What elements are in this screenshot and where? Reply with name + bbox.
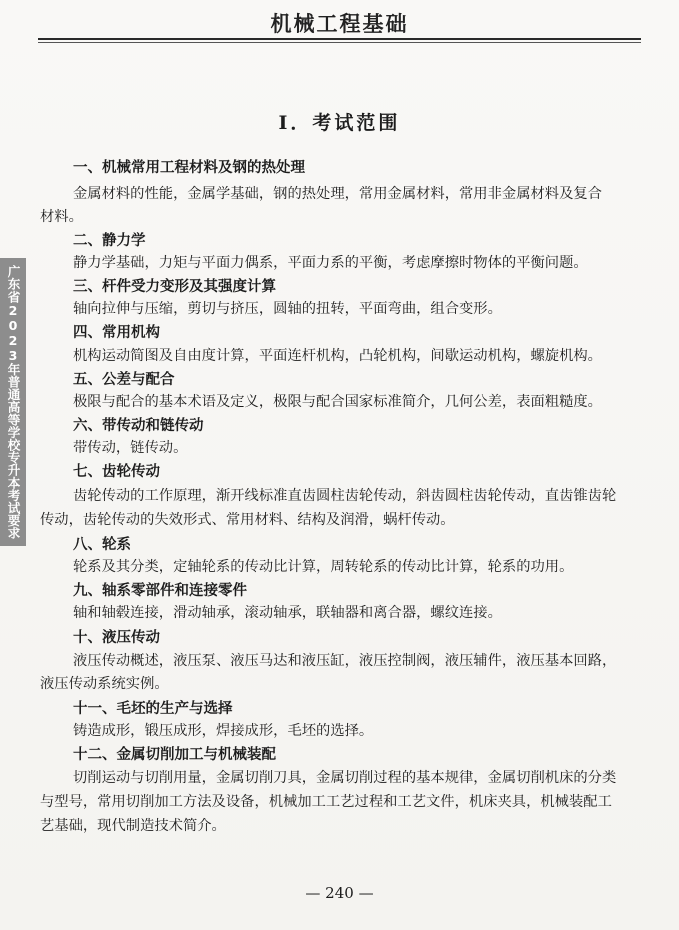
section-text-line: 液压传动概述，液压泵、液压马达和液压缸，液压控制阀，液压辅件，液压基本回路， [73,653,617,669]
section-heading: 一、机械常用工程材料及钢的热处理 [73,160,305,176]
side-tab: 广东省2023年普通高等学校专升本考试要求 [0,258,26,546]
section-heading: 七、齿轮传动 [73,464,160,480]
section-heading: 十二、金属切削加工与机械装配 [73,747,276,763]
section-heading: 十一、毛坯的生产与选择 [73,701,233,717]
section-text-line: 静力学基础，力矩与平面力偶系，平面力系的平衡，考虑摩擦时物体的平衡问题。 [73,255,588,271]
section-heading: 四、常用机构 [73,325,160,341]
section-text-line: 切削运动与切削用量，金属切削刀具，金属切削过程的基本规律，金属切削机床的分类 [73,770,617,786]
section-text-line: 轴向拉伸与压缩，剪切与挤压，圆轴的扭转，平面弯曲，组合变形。 [73,301,502,317]
section-text-line: 与型号，常用切削加工方法及设备，机械加工工艺过程和工艺文件，机床夹具，机械装配工 [40,794,612,810]
section-text-line: 轴和轴毂连接，滑动轴承，滚动轴承，联轴器和离合器，螺纹连接。 [73,605,502,621]
section-heading: 二、静力学 [73,233,146,249]
header-rule-thin [38,42,641,43]
section-heading: 三、杆件受力变形及其强度计算 [73,279,276,295]
section-text-line: 金属材料的性能，金属学基础，钢的热处理，常用金属材料，常用非金属材料及复合 [73,186,602,202]
section-title: I．考试范围 [278,112,401,134]
section-text-line: 铸造成形，锻压成形，焊接成形，毛坯的选择。 [73,723,374,739]
section-text-line: 极限与配合的基本术语及定义，极限与配合国家标准简介，几何公差，表面粗糙度。 [73,394,602,410]
section-text-line: 液压传动系统实例。 [40,676,169,692]
section-text-line: 艺基础，现代制造技术简介。 [40,818,226,834]
section-text-line: 带传动，链传动。 [73,440,188,456]
section-text-line: 材料。 [40,209,83,225]
section-heading: 六、带传动和链传动 [73,418,204,434]
section-heading: 九、轴系零部件和连接零件 [73,583,247,599]
section-text-line: 传动，齿轮传动的失效形式、常用材料、结构及润滑，蜗杆传动。 [40,512,455,528]
section-text-line: 机构运动简图及自由度计算，平面连杆机构，凸轮机构，间歇运动机构，螺旋机构。 [73,348,602,364]
section-text-line: 轮系及其分类，定轴轮系的传动比计算，周转轮系的传动比计算，轮系的功用。 [73,559,574,575]
section-heading: 十、液压传动 [73,630,160,646]
section-heading: 八、轮系 [73,537,131,553]
section-heading: 五、公差与配合 [73,372,175,388]
section-text-line: 齿轮传动的工作原理，渐开线标准直齿圆柱齿轮传动，斜齿圆柱齿轮传动，直齿锥齿轮 [73,488,617,504]
header-title: 机械工程基础 [270,11,409,36]
header-rule [38,38,641,40]
page-number: — 240 — [305,884,374,902]
